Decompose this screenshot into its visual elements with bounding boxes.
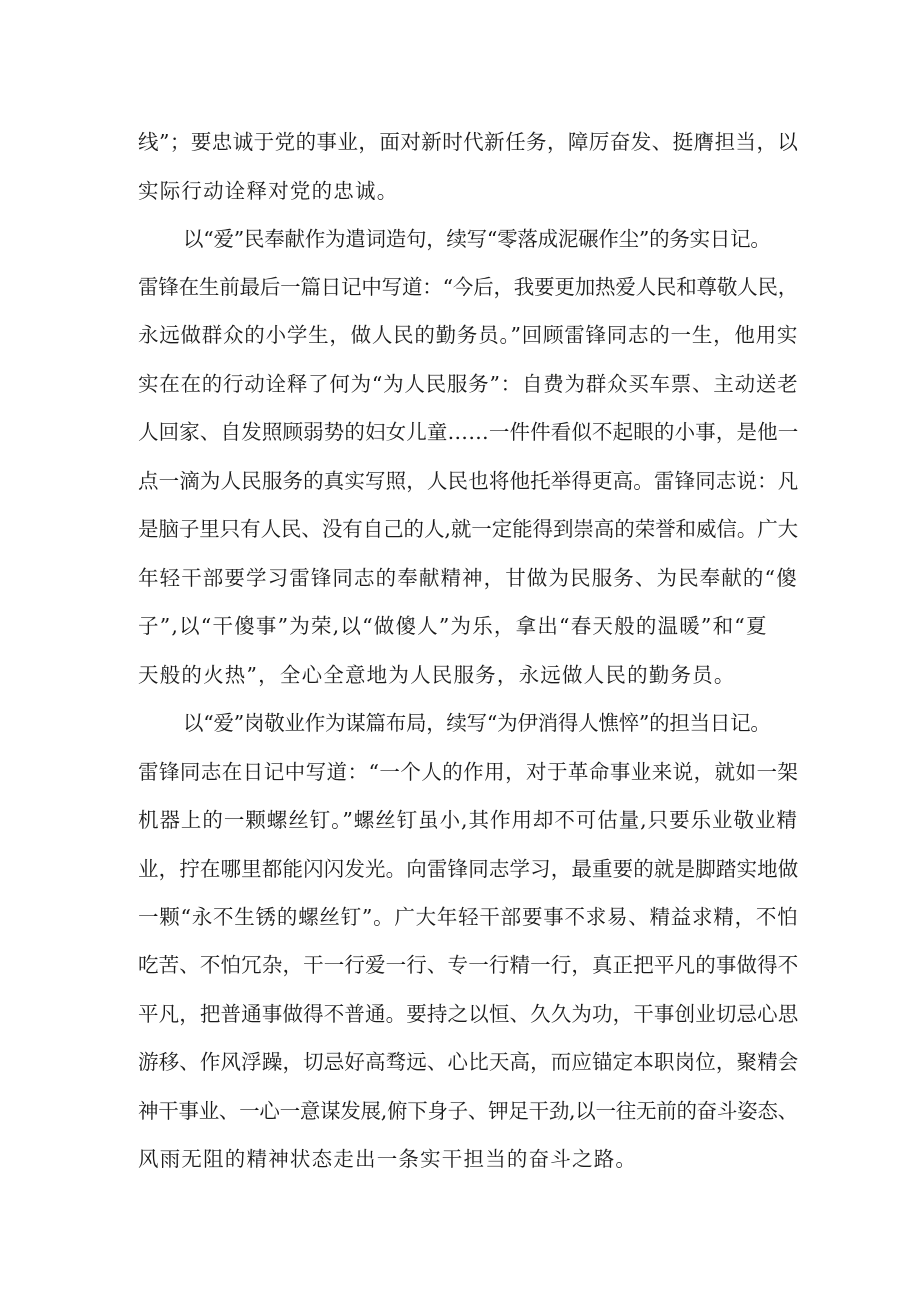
text-line: 游移、作风浮躁，切忌好高骛远、心比天高，而应锚定本职岗位，聚精会 bbox=[138, 1050, 799, 1074]
text-line: 吃苦、不怕冗杂，干一行爱一行、专一行精一行，真正把平凡的事做得不 bbox=[138, 953, 799, 977]
text-line: 永远做群众的小学生，做人民的勤务员。”回顾雷锋同志的一生，他用实 bbox=[138, 323, 799, 347]
text-line: 神干事业、一心一意谋发展,俯下身子、钾足干劲,以一往无前的奋斗姿态、 bbox=[138, 1099, 798, 1123]
text-line: 雷锋在生前最后一篇日记中写道：“今后，我要更加热爱人民和尊敬人民， bbox=[138, 275, 799, 299]
text-line: 线”；要忠诚于党的事业，面对新时代新任务，障厉奋发、挺膺担当，以 bbox=[138, 130, 799, 154]
text-line: 实在在的行动诠释了何为“为人民服务”：自费为群众买车票、主动送老 bbox=[138, 372, 799, 396]
text-line: 风雨无阻的精神状态走出一条实干担当的奋斗之路。 bbox=[138, 1147, 638, 1171]
text-line: 点一滴为人民服务的真实写照，人民也将他托举得更高。雷锋同志说：凡 bbox=[138, 469, 799, 493]
text-line: 人回家、自发照顾弱势的妇女儿童……一件件看似不起眼的小事，是他一 bbox=[138, 420, 799, 444]
text-line: 平凡，把普通事做得不普通。要持之以恒、久久为功，干事创业切忌心思 bbox=[138, 1002, 799, 1026]
text-line: 实际行动诠释对党的忠诚。 bbox=[138, 179, 399, 203]
text-line: 雷锋同志在日记中写道：“一个人的作用，对于革命事业来说，就如一架 bbox=[138, 760, 799, 784]
text-line: 是脑子里只有人民、没有自己的人,就一定能得到崇高的荣誉和威信。广大 bbox=[138, 517, 799, 541]
text-line: 机器上的一颗螺丝钉。”螺丝钉虽小,其作用却不可估量,只要乐业敬业精 bbox=[138, 808, 798, 832]
text-line: 业，拧在哪里都能闪闪发光。向雷锋同志学习，最重要的就是脚踏实地做 bbox=[138, 857, 799, 881]
text-line: 以“爱”民奉献作为遣词造句，续写“零落成泥碾作尘”的务实日记。 bbox=[183, 227, 771, 251]
text-line: 子”,以“干傻事”为荣,以“做傻人”为乐，拿出“春天般的温暖”和“夏 bbox=[138, 614, 768, 638]
text-line: 天般的火热”，全心全意地为人民服务，永远做人民的勤务员。 bbox=[138, 663, 736, 687]
text-line: 一颗“永不生锈的螺丝钉”。广大年轻干部要事不求易、精益求精，不怕 bbox=[138, 905, 799, 929]
text-line: 以“爱”岗敬业作为谋篇布局，续写“为伊消得人憔悴”的担当日记。 bbox=[183, 711, 771, 735]
text-line: 年轻干部要学习雷锋同志的奉献精神，甘做为民服务、为民奉献的“傻 bbox=[138, 566, 798, 590]
